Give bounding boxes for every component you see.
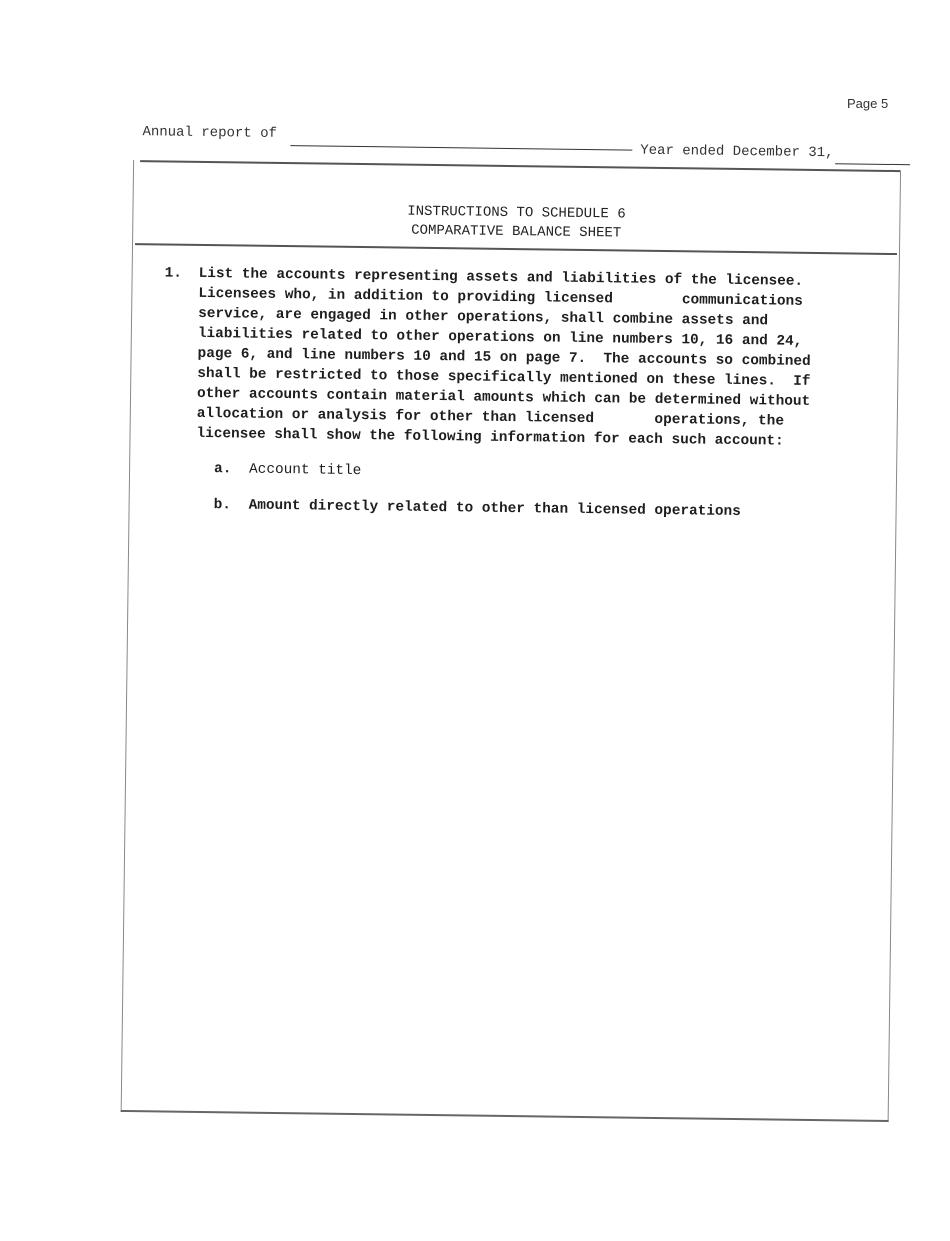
annual-report-field[interactable]: [290, 145, 632, 150]
annual-report-label: Annual report of: [142, 124, 278, 142]
instruction-line: liabilities related to other operations on line numbers 10, 16 and 24,: [197, 325, 803, 350]
header-divider: [140, 160, 900, 172]
schedule-subtitle: COMPARATIVE BALANCE SHEET: [411, 222, 622, 242]
box-left-border: [121, 160, 134, 1112]
item-letter-a: a.: [213, 461, 232, 478]
instruction-line: Licensees who, in addition to providing licensed communications: [198, 285, 803, 310]
page-number: Page 5: [847, 96, 889, 111]
instruction-number: 1.: [164, 265, 183, 282]
box-right-border: [888, 170, 901, 1122]
year-ended-label: Year ended December 31,: [640, 142, 834, 162]
item-account-title: Account title: [248, 461, 362, 480]
box-bottom-border: [121, 1110, 889, 1122]
title-divider: [135, 243, 897, 255]
instruction-line: page 6, and line numbers 10 and 15 on page 7. The accounts so combined: [197, 345, 811, 370]
schedule-title: INSTRUCTIONS TO SCHEDULE 6: [407, 203, 626, 223]
instruction-line: shall be restricted to those specifically mentioned on these lines. If: [197, 365, 811, 390]
year-field[interactable]: [835, 163, 910, 165]
instruction-line: licensee shall show the following information for each such account:: [196, 425, 784, 450]
instruction-line: other accounts contain material amounts which can be determined without: [196, 385, 811, 410]
instruction-line: service, are engaged in other operations, shall combine assets and: [198, 305, 769, 330]
instruction-line: allocation or analysis for other than licensed operations, the: [196, 405, 785, 430]
item-letter-b: b.: [213, 497, 232, 514]
item-amount-related: Amount directly related to other than licensed operations: [248, 497, 741, 521]
instruction-line: List the accounts representing assets and liabilities of the licensee.: [198, 265, 804, 290]
